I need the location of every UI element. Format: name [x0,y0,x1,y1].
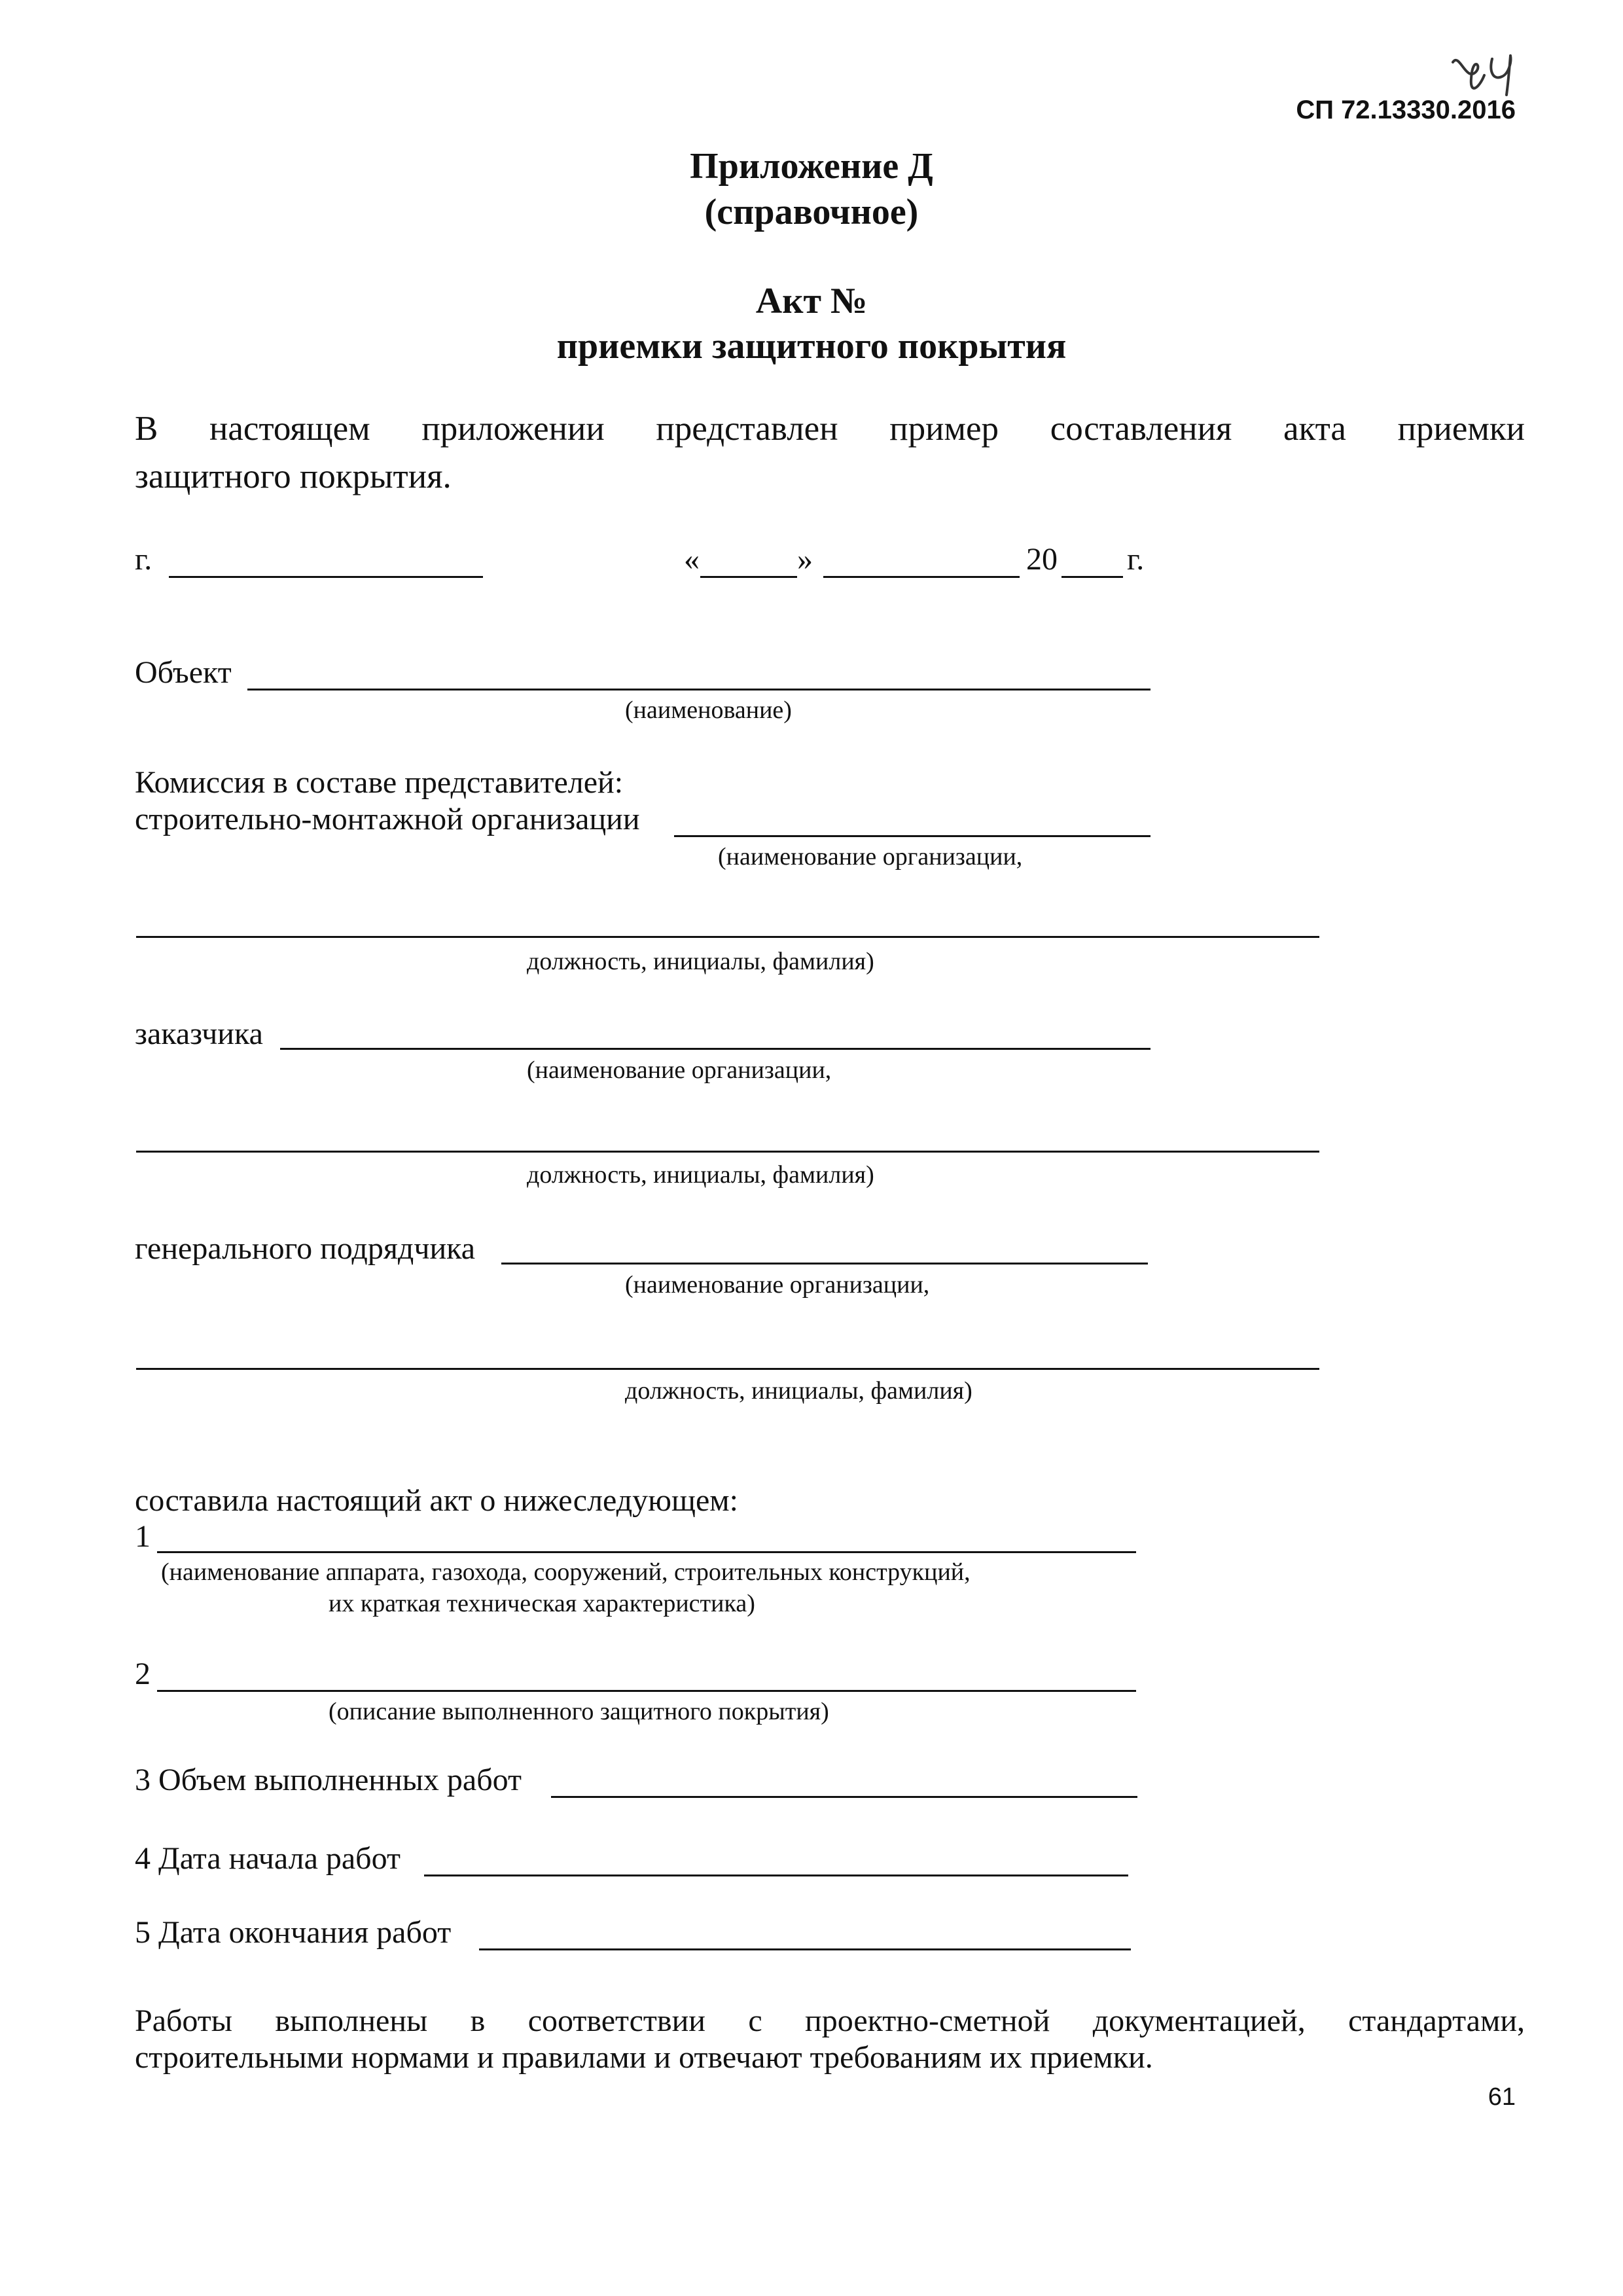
appendix-type: (справочное) [704,192,919,232]
item-5-field[interactable] [479,1948,1131,1950]
contractor-person-caption: должность, инициалы, фамилия) [625,1377,972,1405]
month-field[interactable] [823,576,1020,578]
item-2-field[interactable] [157,1690,1136,1692]
item-2-caption: (описание выполненного защитного покрытия) [329,1698,829,1725]
object-field[interactable] [247,689,1150,691]
item-1-field[interactable] [157,1551,1136,1553]
act-subject: приемки защитного покрытия [556,326,1067,367]
item-4-field[interactable] [424,1874,1128,1876]
intro-line-1: В настоящем приложении представлен пример составления акта приемки [135,410,1525,448]
day-field[interactable] [700,576,797,578]
year-suffix: г. [1127,542,1145,577]
item-3-label: 3 Объем выполненных работ [135,1763,522,1797]
commission-heading: Комиссия в составе представителей: [135,765,624,800]
contractor-org-caption: (наименование организации, [625,1271,930,1299]
item-1-caption-line-2: их краткая техническая характеристика) [329,1590,755,1617]
contractor-label: генерального подрядчика [135,1231,476,1266]
date-close-quote: » [797,542,813,577]
contractor-person-field[interactable] [136,1368,1319,1370]
builder-person-field[interactable] [136,936,1319,938]
customer-person-field[interactable] [136,1151,1319,1153]
item-3-field[interactable] [551,1796,1137,1798]
findings-heading: составила настоящий акт о нижеследующем: [135,1483,738,1518]
item-1-number: 1 [135,1519,151,1554]
conclusion-line-1: Работы выполнены в соответствии с проектно-сметной документацией, стандартами, [135,2003,1525,2038]
builder-org-field[interactable] [674,835,1150,837]
item-4-label: 4 Дата начала работ [135,1841,401,1876]
date-open-quote: « [684,542,700,577]
customer-org-caption: (наименование организации, [527,1056,832,1084]
contractor-org-field[interactable] [501,1263,1148,1265]
customer-label: заказчика [135,1016,263,1051]
handwritten-page-number-mark [1446,36,1531,98]
city-field[interactable] [169,576,483,578]
year-field[interactable] [1061,576,1123,578]
item-2-number: 2 [135,1657,151,1691]
year-prefix: 20 [1026,542,1058,577]
conclusion-line-2: строительными нормами и правилами и отвечают требованиям их приемки. [135,2040,1153,2075]
builder-org-label: строительно-монтажной организации [135,802,640,836]
builder-org-caption: (наименование организации, [718,843,1023,870]
customer-person-caption: должность, инициалы, фамилия) [527,1161,874,1189]
customer-org-field[interactable] [280,1048,1150,1050]
builder-person-caption: должность, инициалы, фамилия) [527,948,874,975]
intro-line-2: защитного покрытия. [135,457,452,495]
item-5-label: 5 Дата окончания работ [135,1915,452,1950]
item-1-caption-line-1: (наименование аппарата, газохода, сооружений, строительных конструкций, [161,1558,971,1586]
city-label: г. [135,542,152,577]
act-number-title: Акт № [755,281,868,321]
page-number: 61 [1488,2083,1516,2111]
appendix-title: Приложение Д [690,146,933,187]
object-caption: (наименование) [625,696,792,724]
object-label: Объект [135,655,232,690]
standard-designation: СП 72.13330.2016 [1296,96,1516,124]
